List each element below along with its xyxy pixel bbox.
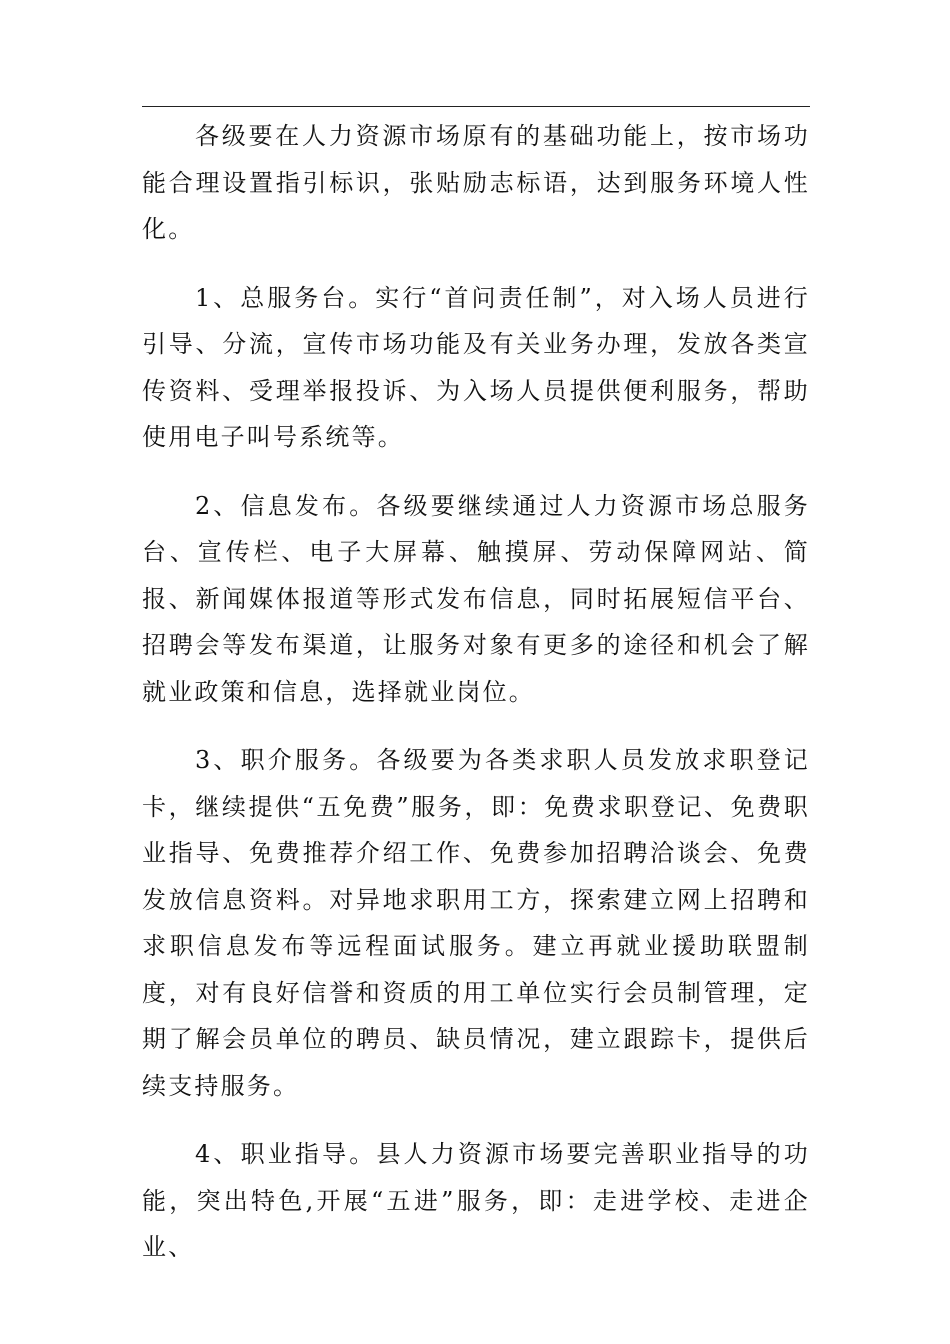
document-body — [142, 113, 810, 1293]
paragraph-career-guidance: 4、职业指导。县人力资源市场要完善职业指导的功能，突出特色,开展“五进”服务，即：走进学校、走进企业、 — [142, 1140, 810, 1261]
paragraph-job-referral: 3、职介服务。各级要为各类求职人员发放求职登记卡，继续提供“五免费”服务，即：免费求职登记、免费职业指导、免费推荐介绍工作、免费参加招聘洽谈会、免费发放信息资料。对异地求职用工方，探索建立网上招聘和求职信息发布等远程面试服务。建立再就业援助联盟制度，对有良好信誉和资质的用工单位实行会员制管理，定期了解会员单位的聘员、缺员情况，建立跟踪卡，提供后续支持服务。 — [142, 746, 810, 1100]
paragraph-intro: 各级要在人力资源市场原有的基础功能上，按市场功能合理设置指引标识，张贴励志标语，达到服务环境人性化。 — [142, 122, 810, 243]
paragraph-service-desk: 1、总服务台。实行“首问责任制”，对入场人员进行引导、分流，宣传市场功能及有关业务办理，发放各类宣传资料、受理举报投诉、为入场人员提供便利服务，帮助使用电子叫号系统等。 — [142, 283, 810, 451]
paragraph-information-release: 2、信息发布。各级要继续通过人力资源市场总服务台、宣传栏、电子大屏幕、触摸屏、劳动保障网站、简报、新闻媒体报道等形式发布信息，同时拓展短信平台、招聘会等发布渠道，让服务对象有更多的途径和机会了解就业政策和信息，选择就业岗位。 — [142, 491, 810, 706]
header-rule — [142, 106, 810, 107]
